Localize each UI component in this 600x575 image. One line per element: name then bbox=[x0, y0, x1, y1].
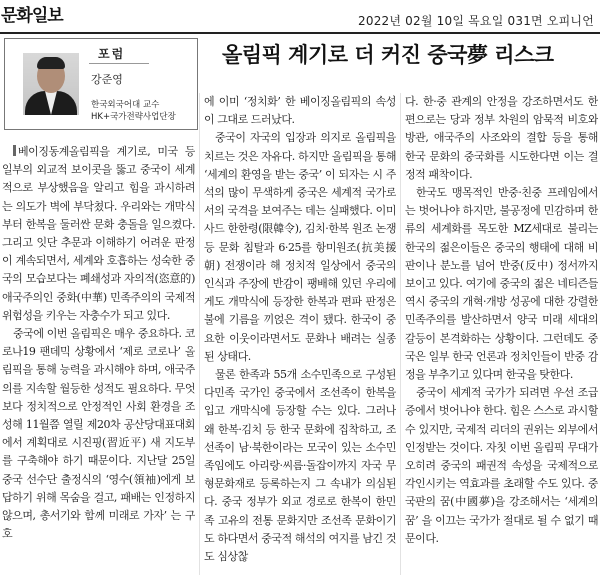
article-column-1 bbox=[2, 143, 195, 575]
forum-author-box bbox=[4, 38, 198, 130]
column-divider bbox=[400, 93, 401, 575]
paragraph: 중국이 자국의 입장과 의지로 올림픽을 치르는 것은 자유다. 하지만 올림픽을 통해 ‘세계의 환영을 받는 중국’ 이 되자는 시 주석의 많이 무색하게 중국은 세계적 국가로서의 국격을 보여주는 데는 실패했다. 이미 사드 한한령(限韓令), 김치·한복 원조 논쟁 등 문화 침탈과 6·25를 항미원조(抗美援朝) 전쟁이라 해 정치적 일상에서 중국의 인식과 주장에 반감이 팽배해 있던 우리에게도 개막식에 등장한 한복과 편파 판정은 불에 기름을 끼얹은 격이 됐다. 한국이 중요한 이웃이라면서도 문화나 배려는 실종된 상태다. bbox=[204, 131, 396, 363]
paragraph: 에 이미 ‘정치화’ 한 베이징올림픽의 속성이 그대로 드러났다. bbox=[204, 95, 396, 127]
lead-marker bbox=[13, 145, 16, 156]
paragraph: 다. 한·중 관계의 안정을 강조하면서도 한편으로는 당과 정부 차원의 암묵적 비호와 방관, 애국주의 사조와의 결합 등을 통해 한국 문화의 중국화를 시도한다면 이는 결정적 패착이다. bbox=[405, 95, 598, 181]
author-role bbox=[91, 99, 176, 123]
paragraph: 중국에 이번 올림픽은 매우 중요하다. 코로나19 팬데믹 상황에서 ‘제로 코로나’ 올림픽을 통해 능력을 과시해야 하며, 애국주의를 지속할 월등한 성적도 필요하다. 무엇보다 정치적으로 안정적인 사회 환경을 조성해 11월쯤 열릴 제20차 공산당대표대회에서 계획대로 시진핑(習近平) 새 지도부를 구축해야 하기 때문이다. 지난달 25일 중국 선수단 출정식의 ‘영수(領袖)에게 보답하기 위해 목숨을 걸고, 패배는 인정하지 않으며, 총서기와 함께 미래로 가자’ 는 구호 bbox=[2, 327, 195, 541]
masthead bbox=[0, 0, 600, 34]
forum-label-underline bbox=[89, 63, 149, 64]
forum-label: 포럼 bbox=[98, 47, 126, 61]
author-photo bbox=[23, 53, 79, 115]
paper-name: 문화일보 bbox=[1, 6, 63, 26]
paragraph: 물론 한족과 55개 소수민족으로 구성된 다민족 국가인 중국에서 조선족이 한복을 입고 개막식에 등장할 수는 있다. 그러나 왜 한복·김치 등 한국 문화에 집착하고, 조선족이 남·북한이라는 모국이 있는 소수민족임에도 아리랑·씨름·돌잡이까지 자국 무형문화재로 등록하는지 그 속내가 의심된다. 중국 정부가 외교 경로로 한복이 한민족 고유의 전통 문화지만 조선족 문화이기도 하다면서 중국적 해석의 여지를 남긴 것도 심상찮 bbox=[204, 368, 396, 564]
paragraph: 한국도 맹목적인 반중·친중 프레임에서는 벗어나야 하지만, 불공정에 민감하며 한류의 세계화를 목도한 MZ세대로 불리는 한국의 젊은이들은 중국의 행태에 대해 비판이나 분노를 넘어 반중(反中) 정서까지 보이고 있다. 여기에 중국의 젊은 네티즌들 역시 중국의 개혁·개방 성공에 대한 강렬한 민족주의를 발산하면서 양국 미래 세대의 갈등이 본격화하는 상황이다. 그런데도 중국은 일부 한국 언론과 정치인들이 반중 감정을 부추기고 있다며 한국을 탓한다. bbox=[405, 186, 598, 382]
article-column-3 bbox=[405, 93, 598, 575]
masthead-rule bbox=[0, 32, 600, 34]
paragraph bbox=[2, 143, 195, 325]
article-column-2 bbox=[204, 93, 396, 575]
author-role-line2: HK+국가전략사업단장 bbox=[91, 112, 176, 122]
paragraph: 중국이 세계적 국가가 되려면 우선 조급증에서 벗어나야 한다. 힘은 스스로 과시할 수 있지만, 국제적 리더의 권위는 외부에서 인정받는 것이다. 자칫 이번 올림픽 무대가 오히려 중국의 패권적 속성을 국제적으로 각인시키는 역효과를 초래할 수도 있다. 중국판의 꿈(中國夢)을 강조해서는 ‘세계의 꿈’ 을 이끄는 국가가 절대로 될 수 없기 때문이다. bbox=[405, 386, 598, 545]
column-divider bbox=[199, 93, 200, 575]
author-name: 강준영 bbox=[91, 73, 123, 86]
paragraph-text: 베이징동계올림픽을 계기로, 미국 등 일부의 외교적 보이콧을 뚫고 중국이 세계적으로 부상했음을 알리고 힘을 과시하려는 의도가 벽에 부닥쳤다. 우리와는 개막식부터 한복을 둘러싼 문화 충돌을 일으켰다. 그리고 잇단 추문과 이해하기 어려운 판정이 계속되면서, 세계와 호흡하는 성숙한 중국의 모습보다는 폐쇄성과 자의적(恣意的) 애국주의인 중화(中華) 민족주의의 국제적 위험성을 키우는 자충수가 되고 있다. bbox=[2, 145, 195, 322]
author-role-line1: 한국외국어대 교수 bbox=[91, 100, 160, 110]
article-headline: 올림픽 계기로 더 커진 중국夢 리스크 bbox=[222, 43, 554, 67]
dateline: 2022년 02월 10일 목요일 031면 오피니언 bbox=[358, 14, 594, 28]
